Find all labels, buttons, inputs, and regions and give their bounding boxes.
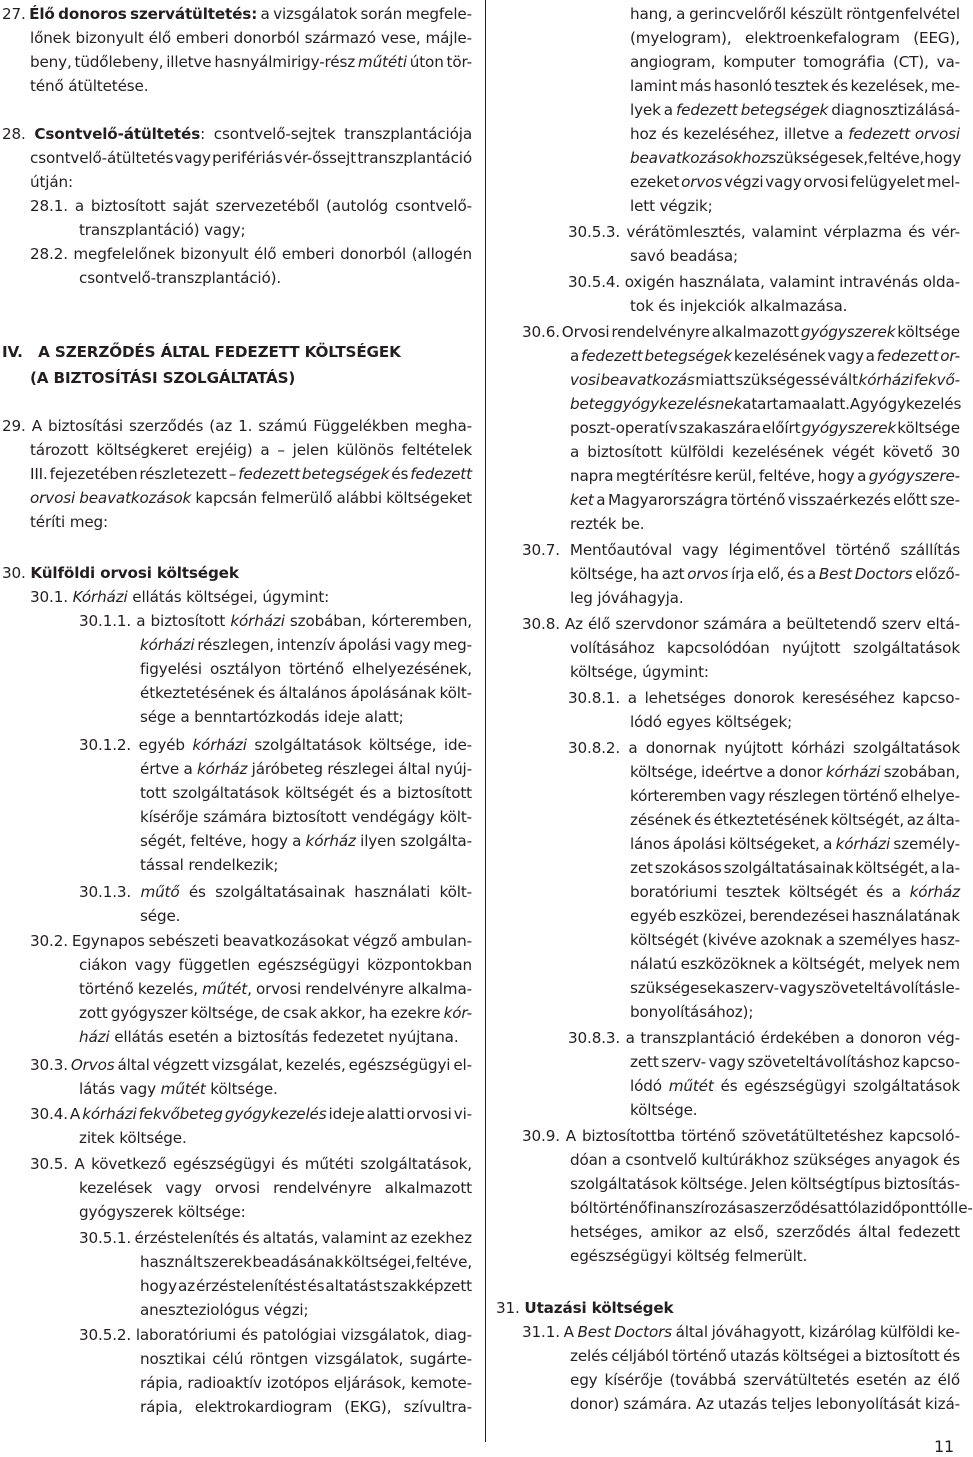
text-line: beny, tüdőlebeny, illetve hasnyálmirigy-rész műtéti úton tör- bbox=[30, 53, 472, 71]
text-line: zitek költsége. bbox=[79, 1129, 187, 1147]
text-line: volításához kapcsolódóan nyújtott szolgáltatások bbox=[570, 639, 960, 657]
text-line: lános ápolási költségeket, a kórházi személy- bbox=[630, 835, 960, 853]
text-line: hang, a gerincvelőről készült röntgenfelvétel bbox=[630, 5, 960, 23]
text-line: 30.1.2. egyéb kórházi szolgáltatások költsége, ide- bbox=[79, 736, 472, 754]
text-line: 30.8.2. a donornak nyújtott kórházi szolgáltatások bbox=[568, 739, 960, 757]
text-line: egészségügyi költség felmerült. bbox=[570, 1247, 808, 1265]
text-line: kezelések vagy orvosi rendelvényre alkalmazott bbox=[79, 1179, 472, 1197]
text-line: 31. Utazási költségek bbox=[496, 1299, 674, 1317]
text-line: szükségesek a szerv- vagy szöveteltávolítás le- bbox=[630, 979, 960, 997]
text-line: gyógyszerek költsége: bbox=[79, 1203, 246, 1221]
text-line: 29. A biztosítási szerződés (az 1. számú Függelékben megha- bbox=[2, 417, 472, 435]
text-line: 30.5.1. érzéstelenítés és altatás, valamint az ezekhez bbox=[79, 1229, 472, 1247]
text-line: ségét, feltéve, hogy a kórház ilyen szolgálta- bbox=[140, 832, 472, 850]
text-line: költsége. bbox=[630, 1101, 698, 1119]
text-line: rápia, radioaktív izotópos eljárások, kemote- bbox=[140, 1374, 472, 1392]
text-line: a biztosított külföldi kezelésének végét követő 30 bbox=[570, 443, 960, 461]
text-line: látás vagy műtét költsége. bbox=[79, 1080, 278, 1098]
text-line: figyelési osztályon történő elhelyezésének, bbox=[140, 660, 472, 678]
text-line: kórházi részlegen, intenzív ápolási vagy meg- bbox=[140, 636, 472, 654]
text-line: beteg gyógykezelésnek a tartama alatt. A gyógykezelés bbox=[570, 395, 962, 413]
text-line: 28.1. a biztosított saját szervezetéből (autológ csontvelő- bbox=[30, 197, 472, 215]
text-line: 28.2. megfelelőnek bizonyult élő emberi donorból (allogén bbox=[30, 245, 472, 263]
text-line: sége. bbox=[140, 907, 181, 925]
text-line: bonyolításához); bbox=[630, 1003, 754, 1021]
text-line: III. fejezetében részletezett – fedezett betegségek és fedezett bbox=[30, 465, 472, 483]
text-line: 30.5.4. oxigén használata, valamint intravénás olda- bbox=[568, 273, 960, 291]
text-line: egyéb eszközei, berendezései használatának bbox=[630, 907, 960, 925]
text-line: zésének és étkeztetésének költségét, az álta- bbox=[630, 811, 960, 829]
text-line: napra megtérítésre kerül, feltéve, hogy a gyógyszere- bbox=[570, 467, 960, 485]
text-line: IV. A SZERZŐDÉS ÁLTAL FEDEZETT KÖLTSÉGEK bbox=[2, 343, 401, 361]
page-number: 11 bbox=[933, 1437, 954, 1456]
text-line: lódó egyes költségek; bbox=[630, 713, 793, 731]
text-line: 30.1.3. műtő és szolgáltatásainak használati költ- bbox=[79, 883, 472, 901]
text-line: lőnek bizonyult élő emberi donorból származó vese, májle- bbox=[30, 29, 472, 47]
text-line: értve a kórház járóbeteg részlegei által nyúj- bbox=[140, 760, 472, 778]
text-line: hoz és kezeléséhez, illetve a fedezett orvosi bbox=[630, 125, 960, 143]
text-line: aneszteziológus végzi; bbox=[140, 1301, 309, 1319]
text-line: ket a Magyarországra történő visszaérkezés előtt sze- bbox=[570, 491, 960, 509]
column-divider bbox=[485, 0, 486, 1442]
text-line: 28. Csontvelő-átültetés: csontvelő-sejtek transzplantációja bbox=[2, 125, 472, 143]
text-line: útján: bbox=[30, 173, 73, 191]
text-line: tott szolgáltatások költségét és a biztosított bbox=[140, 784, 472, 802]
text-line: csontvelő-átültetés vagy perifériás vér-őssejt transzplantáció bbox=[30, 149, 472, 167]
text-line: tással rendelkezik; bbox=[140, 856, 279, 874]
text-line: kísérője számára biztosított vendégágy költ- bbox=[140, 808, 472, 826]
text-line: költsége, ha azt orvos írja elő, és a Best Doctors előző- bbox=[570, 565, 960, 583]
text-line: 30.1.1. a biztosított kórházi szobában, kórteremben, bbox=[79, 612, 472, 630]
text-line: dóan a csontvelő kultúrákhoz szükséges anyagok és bbox=[570, 1151, 960, 1169]
text-line: lyek a fedezett betegségek diagnosztizálásá- bbox=[630, 101, 960, 119]
text-line: savó beadása; bbox=[630, 247, 738, 265]
text-line: zet szokásos szolgáltatásainak költségét, a la- bbox=[630, 859, 960, 877]
text-line: zott gyógyszer költsége, de csak akkor, ha ezekre kór- bbox=[79, 1004, 472, 1022]
text-line: sége a benntartózkodás ideje alatt; bbox=[140, 708, 404, 726]
text-line: házi ellátás esetén a biztosítás fedezetet nyújtana. bbox=[79, 1028, 459, 1046]
text-line: költsége, ideértve a donor kórházi szobában, bbox=[630, 763, 960, 781]
text-line: hetséges, amikor az első, szerződés által fedezett bbox=[570, 1223, 960, 1241]
text-line: költsége, úgymint: bbox=[570, 663, 709, 681]
text-line: rápia, elektrokardiogram (EKG), szívultra- bbox=[140, 1398, 472, 1416]
text-line: angiogram, komputer tomográfia (CT), va- bbox=[630, 53, 960, 71]
text-line: ból történő finanszírozása szerződés attól az időponttól le- bbox=[570, 1199, 973, 1217]
text-line: ténő átültetése. bbox=[30, 77, 149, 95]
text-line: ezeket orvos végzi vagy orvosi felügyelet mel- bbox=[630, 173, 960, 191]
text-line: étkeztetésének és általános ápolásának költ- bbox=[140, 684, 472, 702]
text-line: (myelogram), elektroenkefalogram (EEG), bbox=[630, 29, 960, 47]
text-line: 30.8.1. a lehetséges donorok kereséséhez kapcso- bbox=[568, 689, 960, 707]
text-line: boratóriumi tesztek költségét és a kórház bbox=[630, 883, 960, 901]
text-line: nosztikai célú röntgen vizsgálatok, sugárte- bbox=[140, 1350, 472, 1368]
text-line: 30.5.2. laboratóriumi és patológiai vizsgálatok, diag- bbox=[79, 1326, 472, 1344]
text-line: a fedezett betegségek kezelésének vagy a fedezett or- bbox=[570, 347, 960, 365]
text-line: lódó műtét és egészségügyi szolgáltatások bbox=[630, 1077, 960, 1095]
text-line: tok és injekciók alkalmazása. bbox=[630, 297, 848, 315]
text-line: 30.6. Orvosi rendelvényre alkalmazott gyógyszerek költsége bbox=[522, 323, 960, 341]
text-line: donor) számára. Az utazás teljes lebonyolítását kizá- bbox=[570, 1395, 960, 1413]
text-line: 27. Élő donoros szervátültetés: a vizsgálatok során megfele- bbox=[2, 5, 472, 23]
text-line: 30.7. Mentőautóval vagy légimentővel történő szállítás bbox=[522, 541, 960, 559]
text-line: 30.5. A következő egészségügyi és műtéti szolgáltatások, bbox=[30, 1155, 472, 1173]
text-line: zelés céljából történő utazás költségei a biztosított és bbox=[570, 1347, 960, 1365]
text-line: rezték be. bbox=[570, 515, 645, 533]
text-line: költségét (kivéve azoknak a személyes hasz- bbox=[630, 931, 960, 949]
text-line: 30.5.3. vérátömlesztés, valamint vérplazma és vér- bbox=[568, 223, 960, 241]
text-line: 30.3. Orvos által végzett vizsgálat, kezelés, egészségügyi el- bbox=[30, 1056, 472, 1074]
text-line: tározott költségkeret erejéig) a – jelen különös feltételek bbox=[30, 441, 472, 459]
text-line: vosi beavatkozás miatt szükségessé vált kórházi fekvő- bbox=[570, 371, 960, 389]
text-line: hogy az érzéstelenítést és altatást szakképzett bbox=[140, 1277, 472, 1295]
text-line: egy kísérője (továbbá szervátültetés esetén az élő bbox=[570, 1371, 960, 1389]
text-line: poszt-operatív szakaszára előírt gyógyszerek költsége bbox=[570, 419, 960, 437]
text-line: lett végzik; bbox=[630, 197, 713, 215]
text-line: 30.9. A biztosítottba történő szövetátültetéshez kapcsoló- bbox=[522, 1127, 960, 1145]
text-line: (A BIZTOSÍTÁSI SZOLGÁLTATÁS) bbox=[30, 369, 296, 387]
text-line: nálatú eszközöknek a költségét, melyek nem bbox=[630, 955, 960, 973]
text-line: 30.8.3. a transzplantáció érdekében a donoron vég- bbox=[568, 1029, 960, 1047]
text-line: kórteremben vagy részlegen történő elhelye- bbox=[630, 787, 960, 805]
text-line: 30.8. Az élő szervdonor számára a beültetendő szerv eltá- bbox=[522, 615, 960, 633]
text-line: szolgáltatások költsége. Jelen költségtípus biztosítás- bbox=[570, 1175, 960, 1193]
text-line: 30. Külföldi orvosi költségek bbox=[2, 564, 239, 582]
text-line: lamint más hasonló tesztek és kezelések, me- bbox=[630, 77, 960, 95]
text-line: 30.1. Kórházi ellátás költségei, úgymint: bbox=[30, 588, 330, 606]
text-line: ciákon vagy független egészségügyi központokban bbox=[79, 956, 472, 974]
text-line: orvosi beavatkozások kapcsán felmerülő alábbi költségeket bbox=[30, 489, 472, 507]
text-line: 31.1. A Best Doctors által jóváhagyott, kizárólag külföldi ke- bbox=[522, 1323, 960, 1341]
text-line: beavatkozásokhoz szükségesek, feltéve, hogy bbox=[630, 149, 962, 167]
text-line: transzplantáció) vagy; bbox=[79, 221, 246, 239]
text-line: leg jóváhagyja. bbox=[570, 589, 684, 607]
text-line: 30.4. A kórházi fekvőbeteg gyógykezelés ideje alatti orvosi vi- bbox=[30, 1105, 472, 1123]
text-line: történő kezelés, műtét, orvosi rendelvényre alkalma- bbox=[79, 980, 472, 998]
text-line: téríti meg: bbox=[30, 513, 109, 531]
text-line: 30.2. Egynapos sebészeti beavatkozásokat végző ambulan- bbox=[30, 932, 472, 950]
text-line: használt szerek beadásának költségei, feltéve, bbox=[140, 1253, 472, 1271]
text-line: zett szerv- vagy szöveteltávolításhoz kapcso- bbox=[630, 1053, 960, 1071]
text-line: csontvelő-transzplantáció). bbox=[79, 269, 282, 287]
